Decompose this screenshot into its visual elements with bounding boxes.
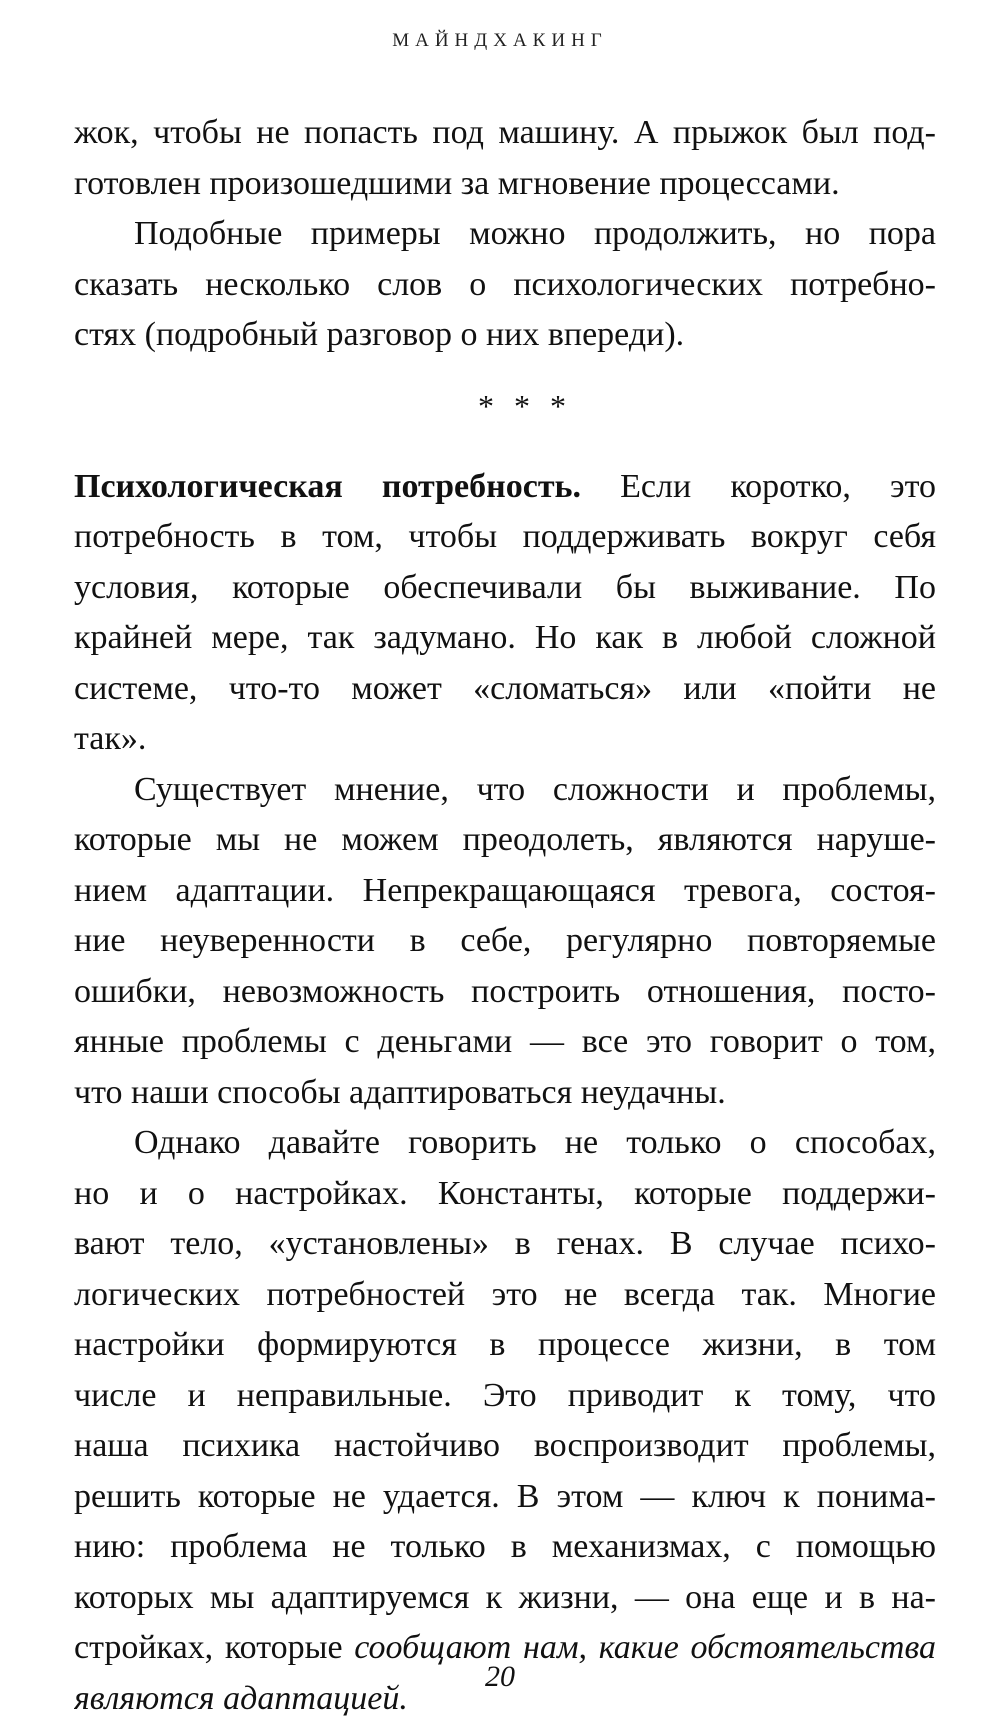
body-text xyxy=(74,108,936,1724)
text-span: стройках, которые xyxy=(74,1629,354,1666)
emphasis-text: сообщают нам, какие обстоятельства xyxy=(354,1629,936,1666)
text-line: ние неуверенности в себе, регулярно повторяемые xyxy=(74,916,936,967)
text-line xyxy=(74,462,936,513)
emphasis-text: являются адаптацией. xyxy=(74,1674,936,1724)
text-line: стях (подробный разговор о них впереди). xyxy=(74,310,936,361)
defined-term: Психологическая потребность. xyxy=(74,468,581,505)
text-line: наша психика настойчиво воспроизводит проблемы, xyxy=(74,1421,936,1472)
text-line: Подобные примеры можно продолжить, но пора xyxy=(74,209,936,260)
text-line: настройки формируются в процессе жизни, в том xyxy=(74,1320,936,1371)
text-line: числе и неправильные. Это приводит к тому, что xyxy=(74,1371,936,1422)
text-line: которых мы адаптируемся к жизни, — она еще и в на- xyxy=(74,1573,936,1624)
text-line: условия, которые обеспечивали бы выживание. По xyxy=(74,563,936,614)
text-line: нием адаптации. Непрекращающаяся тревога, состоя- xyxy=(74,866,936,917)
text-line: так». xyxy=(74,714,936,765)
text-line: жок, чтобы не попасть под машину. А прыжок был под- xyxy=(74,108,936,159)
text-line: логических потребностей это не всегда так. Многие xyxy=(74,1270,936,1321)
text-span: Если коротко, это xyxy=(581,468,936,505)
text-line: системе, что-то может «сломаться» или «пойти не xyxy=(74,664,936,715)
text-line: ошибки, невозможность построить отношения, посто- xyxy=(74,967,936,1018)
text-line: что наши способы адаптироваться неудачны. xyxy=(74,1068,936,1119)
text-line: янные проблемы с деньгами — все это говорит о том, xyxy=(74,1017,936,1068)
running-header: МАЙНДХАКИНГ xyxy=(0,30,1000,52)
text-line: которые мы не можем преодолеть, являются наруше- xyxy=(74,815,936,866)
page-number: 20 xyxy=(0,1660,1000,1694)
text-line: нию: проблема не только в механизмах, с помощью xyxy=(74,1522,936,1573)
text-line: сказать несколько слов о психологических потребно- xyxy=(74,260,936,311)
text-line: крайней мере, так задумано. Но как в любой сложной xyxy=(74,613,936,664)
text-line: решить которые не удается. В этом — ключ к понима- xyxy=(74,1472,936,1523)
text-line: вают тело, «установлены» в генах. В случае психо- xyxy=(74,1219,936,1270)
text-line: потребность в том, чтобы поддерживать вокруг себя xyxy=(74,512,936,563)
text-line: Однако давайте говорить не только о способах, xyxy=(74,1118,936,1169)
text-line: Существует мнение, что сложности и проблемы, xyxy=(74,765,936,816)
text-line: готовлен произошедшими за мгновение процессами. xyxy=(74,159,936,210)
text-line: но и о настройках. Константы, которые поддержи- xyxy=(74,1169,936,1220)
section-separator: * * * xyxy=(74,361,936,462)
